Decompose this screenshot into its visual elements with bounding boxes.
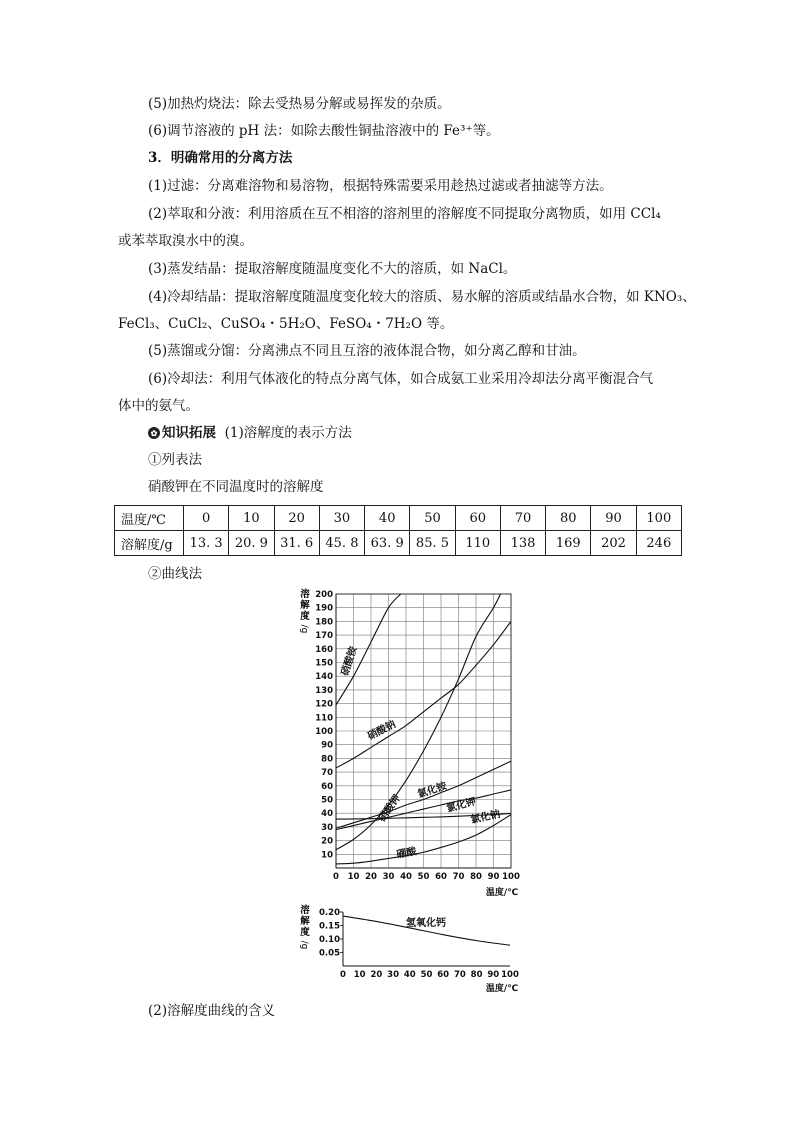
y-tick-label: 150 bbox=[315, 658, 333, 669]
text-line-extract-cont: 或苯萃取溴水中的溴。 bbox=[118, 233, 253, 249]
x-tick-label: 50 bbox=[417, 872, 430, 882]
x-tick-label: 30 bbox=[387, 970, 400, 980]
table-cell-temp: 60 bbox=[455, 506, 500, 531]
y-tick-label: 190 bbox=[315, 603, 333, 614]
table-caption: 硝酸钾在不同温度时的溶解度 bbox=[148, 479, 324, 495]
table-cell-temp: 90 bbox=[591, 506, 636, 531]
series-label: 硼酸 bbox=[395, 846, 418, 861]
text-line-cooling: (6)冷却法：利用气体液化的特点分离气体，如合成氨工业采用冷却法分离平衡混合气 bbox=[148, 371, 654, 387]
x-axis-label-2: 温度/℃ bbox=[485, 984, 519, 994]
y-tick-label: 10 bbox=[321, 850, 333, 861]
table-cell-solubility: 169 bbox=[546, 531, 591, 556]
table-cell-temp: 30 bbox=[319, 506, 364, 531]
y-tick-label: 60 bbox=[321, 781, 333, 792]
x-tick-label: 0 bbox=[340, 970, 346, 980]
text-line-cool-cryst: (4)冷却结晶：提取溶解度随温度变化较大的溶质、易水解的溶质或结晶水合物，如 KNO₃、 bbox=[148, 289, 696, 305]
y-tick-label: 0.15 bbox=[319, 921, 340, 932]
x-tick-label: 60 bbox=[435, 872, 447, 882]
y-axis-label bbox=[299, 588, 310, 633]
y-axis-label-2-char: 度 bbox=[300, 927, 310, 938]
x-tick-label: 100 bbox=[501, 970, 519, 980]
x-tick-label: 90 bbox=[487, 970, 500, 980]
table-cell-solubility: 31. 6 bbox=[274, 531, 319, 556]
x-tick-label: 10 bbox=[353, 970, 366, 980]
series-label: 硝酸铵 bbox=[339, 645, 360, 678]
x-tick-label: 70 bbox=[452, 872, 465, 882]
x-tick-label: 80 bbox=[470, 970, 483, 980]
text-line-evaporate: (3)蒸发结晶：提取溶解度随温度变化不大的溶质，如 NaCl。 bbox=[148, 261, 517, 277]
y-tick-label: 140 bbox=[315, 672, 333, 683]
y-axis-label-2 bbox=[299, 904, 310, 949]
curve-meaning-heading: (2)溶解度曲线的含义 bbox=[148, 1003, 276, 1019]
table-cell-temp: 100 bbox=[636, 506, 681, 531]
x-tick-label: 40 bbox=[400, 872, 412, 882]
y-tick-label: 120 bbox=[315, 699, 333, 710]
text-line-ph: (6)调节溶液的 pH 法：如除去酸性铜盐溶液中的 Fe³⁺等。 bbox=[148, 123, 500, 139]
table-cell-solubility: 246 bbox=[636, 531, 681, 556]
bullet-icon: ✿ bbox=[148, 427, 160, 439]
section-heading: 3．明确常用的分离方法 bbox=[148, 150, 293, 166]
table-cell-solubility: 63. 9 bbox=[365, 531, 410, 556]
table-cell-solubility: 45. 8 bbox=[319, 531, 364, 556]
series-label: 氯化钠 bbox=[469, 809, 502, 827]
x-tick-label: 20 bbox=[365, 872, 377, 882]
table-cell-temp: 70 bbox=[500, 506, 545, 531]
y-tick-label: 0.05 bbox=[319, 948, 340, 959]
x-tick-label: 0 bbox=[333, 872, 339, 882]
series-line-硝酸铵 bbox=[336, 594, 401, 705]
table-cell-temp: 0 bbox=[184, 506, 229, 531]
series-label: 硝酸钠 bbox=[366, 719, 398, 743]
method-curve-label: ②曲线法 bbox=[148, 566, 202, 582]
series-label: 氯化钾 bbox=[445, 796, 478, 815]
x-tick-label: 50 bbox=[420, 970, 433, 980]
table-cell-temp: 40 bbox=[365, 506, 410, 531]
text-line-distill: (5)蒸馏或分馏：分离沸点不同且互溶的液体混合物，如分离乙醇和甘油。 bbox=[148, 343, 586, 359]
table-cell-temp: 50 bbox=[410, 506, 455, 531]
table-header-temperature: 温度/℃ bbox=[115, 506, 184, 531]
table-cell-solubility: 20. 9 bbox=[229, 531, 274, 556]
series-label: 氯化铵 bbox=[416, 780, 449, 801]
y-axis-label-2-char: 溶 bbox=[300, 905, 310, 916]
series-label: 氢氧化钙 bbox=[406, 918, 446, 929]
table-cell-solubility: 202 bbox=[591, 531, 636, 556]
y-tick-label: 170 bbox=[315, 631, 333, 642]
table-cell-temp: 10 bbox=[229, 506, 274, 531]
x-tick-label: 40 bbox=[403, 970, 416, 980]
y-axis-label-char: 解 bbox=[300, 600, 310, 611]
y-axis-label-char: 溶 bbox=[300, 589, 310, 600]
x-tick-label: 70 bbox=[453, 970, 466, 980]
y-axis-label-unit: /g bbox=[299, 624, 309, 634]
text-line-extract: (2)萃取和分液：利用溶质在互不相溶的溶剂里的溶解度不同提取分离物质，如用 CCl₄ bbox=[148, 206, 661, 222]
y-axis-label-2-char: 解 bbox=[300, 916, 310, 927]
x-tick-label: 100 bbox=[502, 872, 520, 882]
y-tick-label: 200 bbox=[315, 590, 333, 600]
x-tick-label: 80 bbox=[470, 872, 482, 882]
y-tick-label: 0.20 bbox=[319, 908, 340, 918]
y-tick-label: 80 bbox=[321, 754, 333, 765]
text-line-heat: (5)加热灼烧法：除去受热易分解或易挥发的杂质。 bbox=[148, 96, 451, 112]
y-tick-label: 110 bbox=[315, 713, 333, 724]
table-cell-solubility: 138 bbox=[500, 531, 545, 556]
text-line-filter: (1)过滤：分离难溶物和易溶物，根据特殊需要采用趁热过滤或者抽滤等方法。 bbox=[148, 178, 613, 194]
y-axis-label-2-unit: /g bbox=[299, 940, 309, 950]
table-cell-solubility: 13. 3 bbox=[184, 531, 229, 556]
x-axis-label: 温度/℃ bbox=[485, 888, 519, 898]
table-cell-solubility: 110 bbox=[455, 531, 500, 556]
x-tick-label: 30 bbox=[382, 872, 395, 882]
y-tick-label: 20 bbox=[321, 836, 333, 847]
table-cell-temp: 80 bbox=[546, 506, 591, 531]
y-tick-label: 160 bbox=[315, 644, 333, 655]
table-cell-solubility: 85. 5 bbox=[410, 531, 455, 556]
y-axis-label-char: 度 bbox=[300, 611, 310, 622]
y-tick-label: 50 bbox=[321, 795, 333, 806]
table-header-solubility: 溶解度/g bbox=[115, 531, 184, 556]
y-tick-label: 40 bbox=[321, 809, 333, 820]
y-tick-label: 0.10 bbox=[319, 935, 340, 945]
subheading-solubility: (1)溶解度的表示方法 bbox=[224, 425, 352, 441]
x-tick-label: 60 bbox=[437, 970, 450, 980]
y-tick-label: 90 bbox=[321, 740, 333, 751]
text-line-cooling-cont: 体中的氨气。 bbox=[118, 398, 199, 414]
x-tick-label: 90 bbox=[487, 872, 500, 882]
y-tick-label: 70 bbox=[321, 768, 333, 779]
series-label: 硝酸钾 bbox=[376, 793, 404, 825]
knowledge-tag-label: 知识拓展 bbox=[162, 425, 216, 441]
x-tick-label: 20 bbox=[370, 970, 383, 980]
y-tick-label: 130 bbox=[315, 685, 333, 696]
y-tick-label: 180 bbox=[315, 617, 333, 628]
x-tick-label: 10 bbox=[347, 872, 360, 882]
method-table-label: ①列表法 bbox=[148, 452, 202, 468]
y-tick-label: 100 bbox=[315, 727, 333, 737]
table-cell-temp: 20 bbox=[274, 506, 319, 531]
text-line-cool-cryst-cont: FeCl₃、CuCl₂、CuSO₄・5H₂O、FeSO₄・7H₂O 等。 bbox=[118, 316, 454, 332]
y-tick-label: 30 bbox=[321, 822, 333, 833]
